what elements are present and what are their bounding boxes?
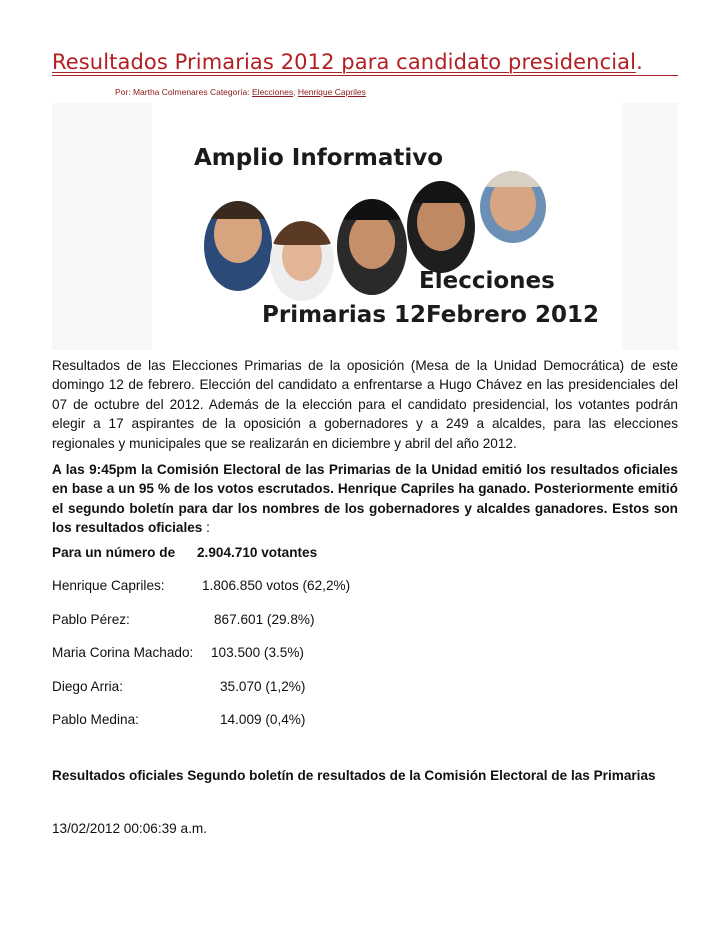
candidate-name: Maria Corina Machado: (52, 645, 194, 660)
voters-label: Para un número de (52, 545, 176, 560)
result-row (52, 712, 306, 727)
candidate-name: Diego Arria: (52, 679, 124, 694)
category-link-henrique-capriles[interactable]: Henrique Capriles (297, 87, 366, 97)
candidate-face-3 (349, 213, 395, 269)
candidate-hair-1 (204, 201, 272, 219)
candidate-hair-2 (270, 221, 334, 245)
candidate-hair-3 (337, 199, 407, 220)
candidate-photo-3 (337, 199, 407, 295)
result-row (52, 612, 315, 627)
title-divider (52, 75, 678, 76)
candidate-photo-5 (480, 171, 546, 243)
candidate-photo-2 (270, 221, 334, 301)
candidate-name: Henrique Capriles: (52, 578, 165, 593)
candidate-votes: 35.070 (1,2%) (220, 679, 306, 694)
candidate-photo-1 (204, 201, 272, 291)
category-separator: , (293, 87, 298, 97)
category-link-elecciones[interactable]: Elecciones (252, 87, 294, 97)
candidate-name: Pablo Medina: (52, 712, 139, 727)
voters-value: 2.904.710 votantes (197, 545, 318, 560)
official-results-paragraph (52, 460, 678, 538)
result-row (52, 645, 304, 660)
candidate-votes: 103.500 (3.5%) (211, 645, 304, 660)
post-title[interactable] (52, 50, 643, 74)
result-row (52, 679, 306, 694)
official-results-bold: A las 9:45pm la Comisión Electoral de las Primarias de la Unidad emitió los resultados oficiales en base a un 95 % de los votos escrutados. Henrique Capriles ha ganado. Posteriormente emitió el segundo boletín para dar los nombres de los gobernadores y alcaldes ganadores. Estos son los resultados oficiales (52, 462, 678, 536)
byline (115, 87, 366, 97)
byline-author-category: Por: Martha Colmenares Categoría: (115, 87, 253, 97)
candidate-photo-4 (407, 181, 475, 273)
candidate-votes: 867.601 (29.8%) (214, 612, 315, 627)
candidate-name: Pablo Pérez: (52, 612, 130, 627)
post-title-period: . (636, 50, 643, 74)
candidate-votes: 1.806.850 votos (62,2%) (202, 578, 351, 593)
voters-row (52, 545, 318, 560)
post-title-link[interactable]: Resultados Primarias 2012 para candidato presidencial (52, 50, 637, 74)
banner-elecciones: Elecciones (419, 268, 555, 294)
candidate-hair-5 (480, 171, 546, 187)
official-results-colon: : (202, 520, 210, 536)
candidate-votes: 14.009 (0,4%) (220, 712, 306, 727)
banner-heading: Amplio Informativo (194, 145, 444, 171)
result-row (52, 578, 351, 593)
bulletin-timestamp: 13/02/2012 00:06:39 a.m. (52, 821, 207, 836)
banner-date: Primarias 12Febrero 2012 (262, 302, 599, 328)
second-bulletin-heading: Resultados oficiales Segundo boletín de resultados de la Comisión Electoral de las Primarias (52, 768, 656, 783)
banner-image (52, 103, 678, 350)
candidate-hair-4 (407, 181, 475, 203)
intro-paragraph: Resultados de las Elecciones Primarias de la oposición (Mesa de la Unidad Democrática) de este domingo 12 de febrero. Elección del candidato a enfrentarse a Hugo Chávez en las presidenciales del 07 de octubre del 2012. Además de la elección para el candidato presidencial, los votantes podrán elegir a 17 aspirantes de la oposición a gobernadores y a 249 a alcaldes, para las elecciones regionales y municipales que se realizarán en diciembre y abril del año 2012. (52, 358, 678, 451)
